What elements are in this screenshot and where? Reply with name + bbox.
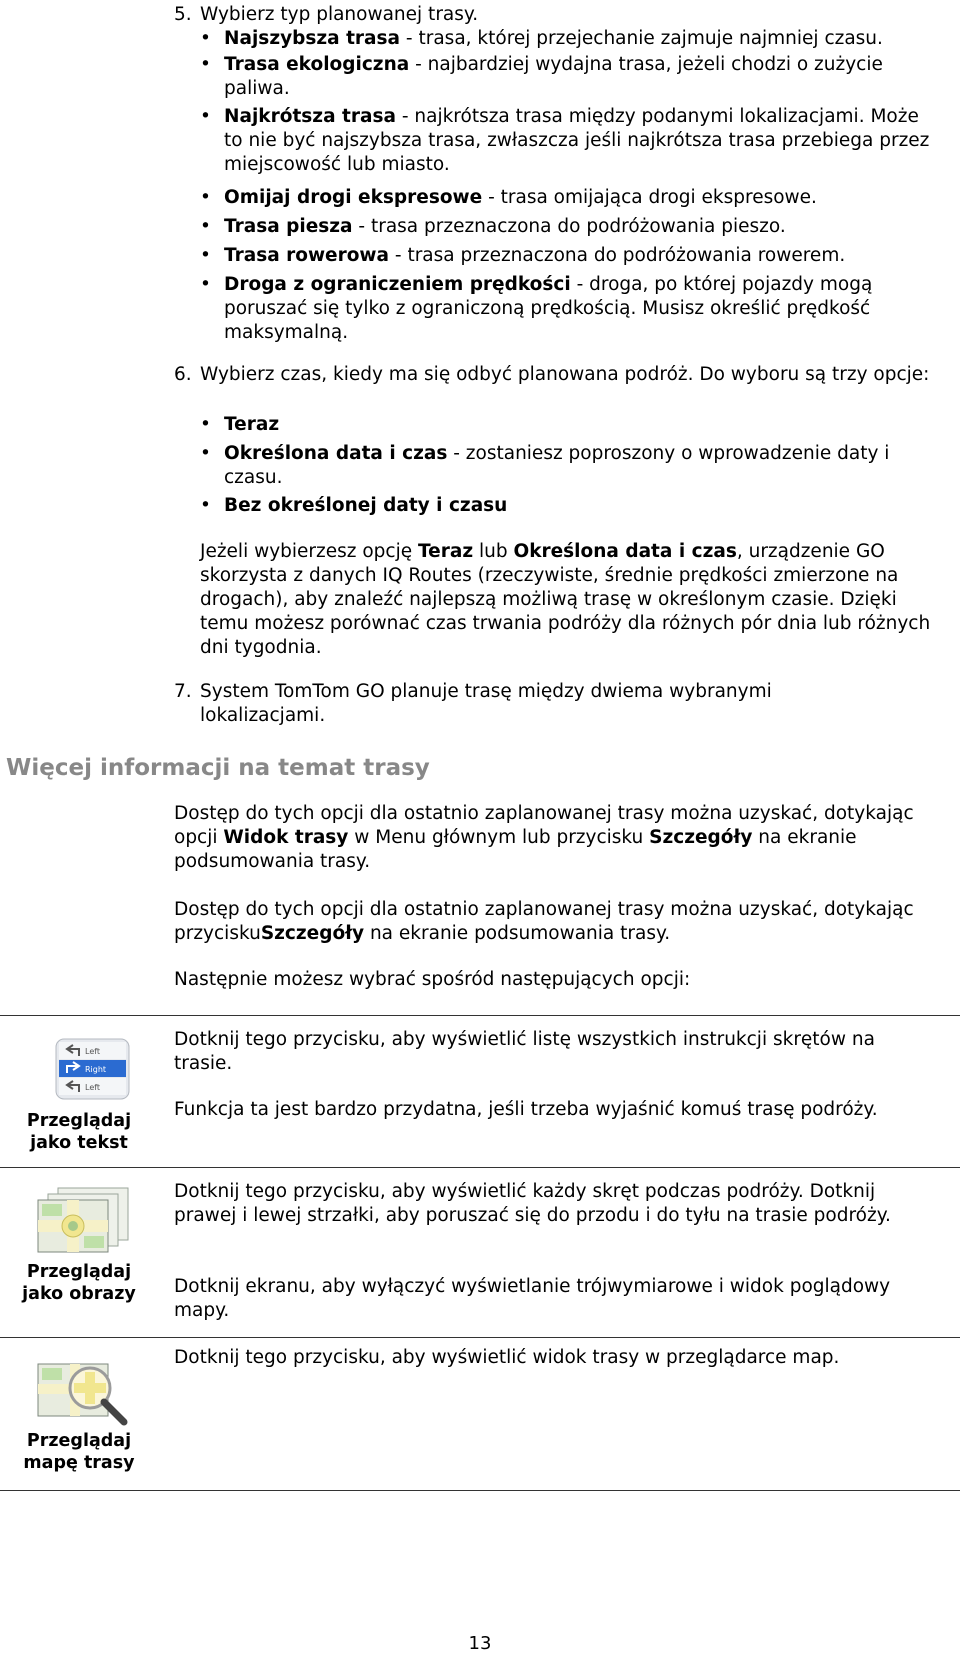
page-number: 13: [468, 1633, 492, 1654]
step-number: 5.: [174, 4, 192, 25]
text-list-icon[interactable]: [55, 1038, 130, 1107]
option-label: Przeglądaj jako obrazy: [22, 1262, 136, 1304]
divider: [0, 1490, 960, 1491]
step-number: 6.: [174, 364, 192, 385]
list-item: • Trasa piesza - trasa przeznaczona do podróżowania pieszo.: [200, 216, 786, 237]
list-item: • Trasa rowerowa - trasa przeznaczona do podróżowania rowerem.: [200, 245, 846, 266]
option-description: Dotknij tego przycisku, aby wyświetlić każdy skręt podczas podróży. Dotknij prawej i lewej strzałki, aby poruszać się do przodu i do tyłu na trasie podróży.: [174, 1181, 891, 1226]
step-5: [174, 3, 934, 27]
step-number: 7.: [174, 681, 192, 702]
list-item: • Droga z ograniczeniem prędkości - droga, po której pojazdy mogą poruszać się tylko z ograniczoną prędkością. Musisz określić prędkość maksymalną.: [200, 274, 873, 343]
step-text: Wybierz czas, kiedy ma się odbyć planowana podróż. Do wyboru są trzy opcje:: [200, 364, 930, 385]
divider: [0, 1015, 960, 1016]
svg-text:Right: Right: [85, 1065, 107, 1074]
list-item: • Bez określonej daty i czasu: [200, 495, 508, 516]
step-text: Wybierz typ planowanej trasy.: [200, 4, 479, 25]
step-6: [174, 363, 934, 387]
step-6-note: Jeżeli wybierzesz opcję Teraz lub Określona data i czas, urządzenie GO skorzysta z danych IQ Routes (rzeczywiste, średnie prędkości zmierzone na drogach), aby znaleźć najlepszą możliwą trasę w określonym czasie. Dzięki temu możesz porównać czas trwania podróży dla różnych pór dnia lub różnych dni tygodnia.: [200, 541, 931, 658]
step-text: System TomTom GO planuje trasę między dwiema wybranymi lokalizacjami.: [200, 681, 772, 726]
option-description: Dotknij tego przycisku, aby wyświetlić widok trasy w przeglądarce map.: [174, 1347, 840, 1368]
option-label: Przeglądaj jako tekst: [26, 1111, 132, 1153]
svg-text:Left: Left: [85, 1083, 101, 1092]
option-description: Funkcja ta jest bardzo przydatna, jeśli trzeba wyjaśnić komuś trasę podróży.: [174, 1099, 878, 1120]
list-item: • Najkrótsza trasa - najkrótsza trasa między podanymi lokalizacjami. Może to nie być najszybsza trasa, zwłaszcza jeśli najkrótsza trasa przebiega przez miejscowość lub miasto.: [200, 106, 930, 175]
step-7: [174, 680, 874, 728]
paragraph: Dostęp do tych opcji dla ostatnio zaplanowanej trasy można uzyskać, dotykając opcji Widok trasy w Menu głównym lub przycisku Szczegóły na ekranie podsumowania trasy.: [174, 803, 914, 872]
divider: [0, 1167, 960, 1168]
divider: [0, 1337, 960, 1338]
option-description: Dotknij ekranu, aby wyłączyć wyświetlanie trójwymiarowe i widok poglądowy mapy.: [174, 1276, 891, 1321]
svg-text:Left: Left: [85, 1047, 101, 1056]
list-item: • Najszybsza trasa - trasa, której przejechanie zajmuje najmniej czasu.: [200, 28, 883, 49]
images-stack-icon[interactable]: [34, 1186, 134, 1263]
list-item: • Omijaj drogi ekspresowe - trasa omijająca drogi ekspresowe.: [200, 187, 817, 208]
paragraph: Następnie możesz wybrać spośród następujących opcji:: [174, 969, 691, 990]
list-item: • Określona data i czas - zostaniesz poproszony o wprowadzenie daty i czasu.: [200, 443, 890, 488]
paragraph: Dostęp do tych opcji dla ostatnio zaplanowanej trasy można uzyskać, dotykając przyciskuSzczegóły na ekranie podsumowania trasy.: [174, 899, 914, 944]
option-description: Dotknij tego przycisku, aby wyświetlić listę wszystkich instrukcji skrętów na trasie.: [174, 1029, 875, 1074]
option-label: Przeglądaj mapę trasy: [23, 1431, 135, 1473]
section-heading: Więcej informacji na temat trasy: [6, 755, 430, 781]
list-item: • Teraz: [200, 414, 280, 435]
list-item: • Trasa ekologiczna - najbardziej wydajna trasa, jeżeli chodzi o zużycie paliwa.: [200, 54, 883, 99]
